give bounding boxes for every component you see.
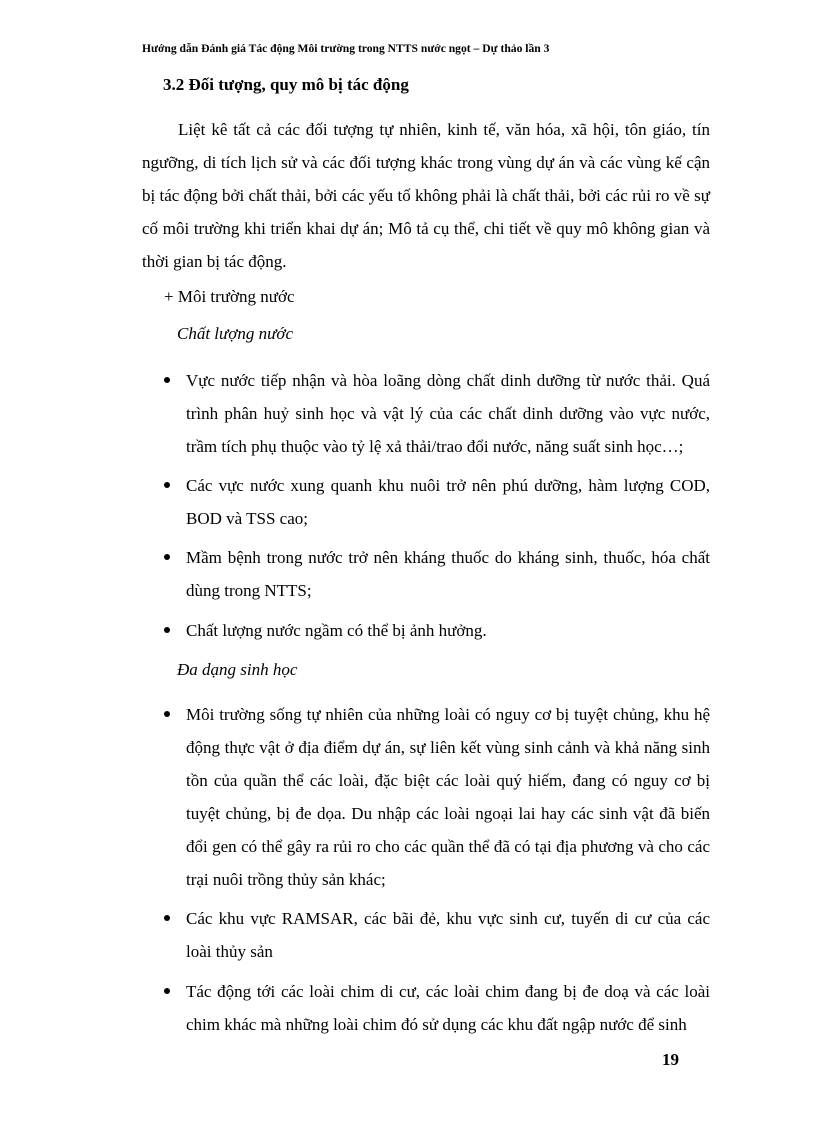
page-number: 19 [662, 1050, 679, 1069]
list-item [164, 975, 710, 1041]
list-item [164, 614, 710, 647]
list-item-text: Tác động tới các loài chim di cư, các loài chim đang bị đe doạ và các loài chim khác mà những loài chim đó sử dụng các khu đất ngập nước để sinh [186, 982, 710, 1034]
biodiversity-heading: Đa dạng sinh học [177, 660, 298, 679]
intro-paragraph: Liệt kê tất cả các đối tượng tự nhiên, kinh tế, văn hóa, xã hội, tôn giáo, tín ngưỡng, di tích lịch sử và các đối tượng khác trong vùng dự án và các vùng kế cận bị tác động bởi chất thải, bởi các yếu tố không phải là chất thải, bởi các rủi ro về sự cố môi trường khi triển khai dự án; Mô tả cụ thể, chi tiết về quy mô không gian và thời gian bị tác động. [142, 120, 710, 271]
list-item-text: Các vực nước xung quanh khu nuôi trở nên phú dưỡng, hàm lượng COD, BOD và TSS cao; [186, 476, 710, 528]
list-item [164, 541, 710, 607]
list-item [164, 469, 710, 535]
bullet-icon [164, 377, 170, 383]
bullet-icon [164, 711, 170, 717]
list-item-text: Chất lượng nước ngầm có thể bị ảnh hưởng. [186, 621, 487, 640]
running-header: Hướng dẫn Đánh giá Tác động Môi trường trong NTTS nước ngọt – Dự thảo lần 3 [142, 42, 550, 55]
list-item-text: Mầm bệnh trong nước trở nên kháng thuốc do kháng sinh, thuốc, hóa chất dùng trong NTTS; [186, 548, 710, 600]
list-item-text: Vực nước tiếp nhận và hòa loãng dòng chất dinh dưỡng từ nước thải. Quá trình phân huỷ sinh học và vật lý của các chất dinh dưỡng vào vực nước, trầm tích phụ thuộc vào tỷ lệ xả thải/trao đổi nước, năng suất sinh học…; [186, 371, 710, 456]
list-item [164, 698, 710, 896]
bullet-icon [164, 554, 170, 560]
bullet-icon [164, 988, 170, 994]
list-item-text: Môi trường sống tự nhiên của những loài có nguy cơ bị tuyệt chủng, khu hệ động thực vật ở địa điểm dự án, sự liên kết vùng sinh cảnh và khả năng sinh tồn của quần thể các loài, đặc biệt các loài quý hiếm, đang có nguy cơ bị tuyệt chủng, bị đe dọa. Du nhập các loài ngoại lai hay các sinh vật đã biến đổi gen có thể gây ra rủi ro cho các quần thể đã có tại địa phương và cho các trại nuôi trồng thủy sản khác; [186, 705, 710, 889]
list-item [164, 902, 710, 968]
bullet-icon [164, 915, 170, 921]
bullet-icon [164, 482, 170, 488]
bullet-icon [164, 627, 170, 633]
list-item [164, 364, 710, 463]
list-item-text: Các khu vực RAMSAR, các bãi đẻ, khu vực sinh cư, tuyến di cư của các loài thủy sản [186, 909, 710, 961]
water-quality-heading: Chất lượng nước [177, 324, 294, 343]
water-environment-heading: + Môi trường nước [164, 287, 295, 306]
section-title: 3.2 Đối tượng, quy mô bị tác động [163, 75, 409, 94]
